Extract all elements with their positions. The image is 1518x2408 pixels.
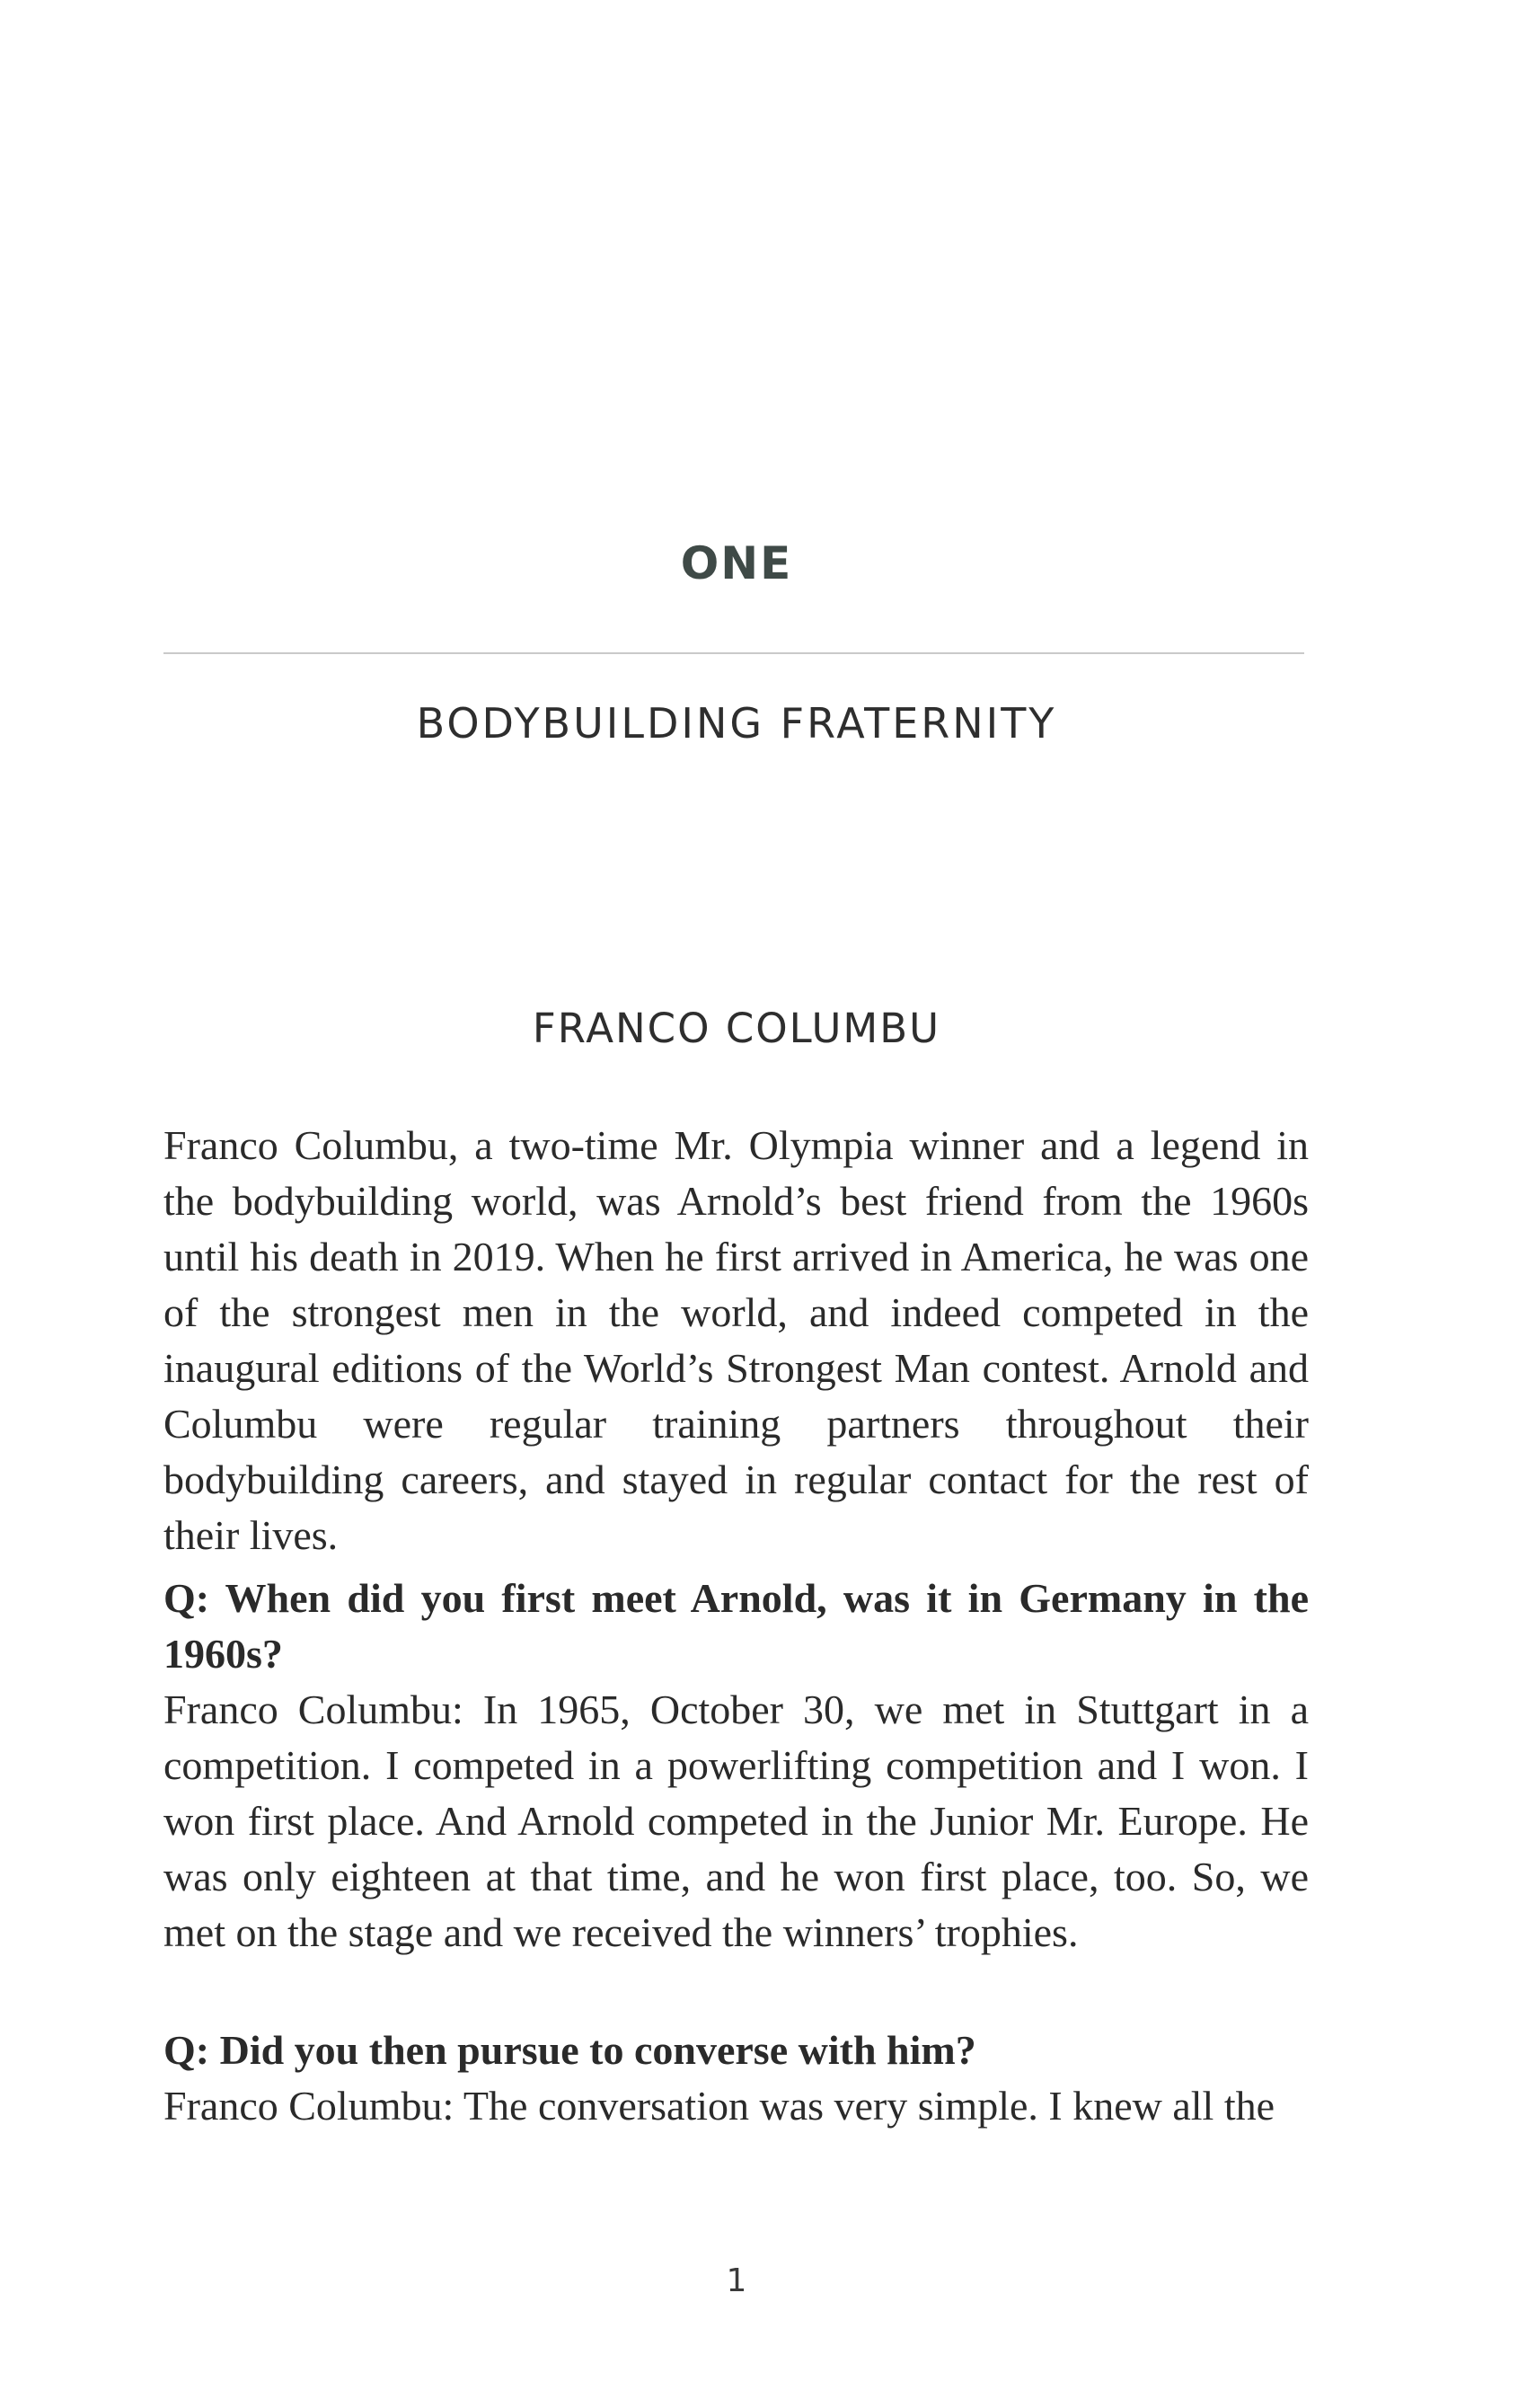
section-title: FRANCO COLUMBU <box>532 1005 941 1052</box>
chapter-title: BODYBUILDING FRATERNITY <box>416 699 1057 748</box>
answer-2: Franco Columbu: The conversation was very simple. I knew all the <box>163 2083 1275 2129</box>
question-1: Q: When did you first meet Arnold, was it in Germany in the 1960s? <box>163 1575 1309 1677</box>
page-number: 1 <box>726 2262 747 2299</box>
answer-1: Franco Columbu: In 1965, October 30, we met in Stuttgart in a competition. I competed in a powerlifting competition and I won. I won first place. And Arnold competed in the Junior Mr. Europe. He was only eighteen at that time, and he won first place, too. So, we met on the stage and we received the winners’ trophies. <box>163 1686 1309 1955</box>
intro-paragraph: Franco Columbu, a two-time Mr. Olympia winner and a legend in the bodybuilding world, was Arnold’s best friend from the 1960s until his death in 2019. When he first arrived in America, he was one of the strongest men in the world, and indeed competed in the inaugural editions of the World’s Strongest Man contest. Arnold and Columbu were regular training partners throughout their bodybuilding careers, and stayed in regular contact for the rest of their lives. <box>163 1122 1309 1558</box>
chapter-number: ONE <box>680 537 793 589</box>
question-2: Q: Did you then pursue to converse with him? <box>163 2027 976 2073</box>
chapter-divider <box>163 652 1304 654</box>
